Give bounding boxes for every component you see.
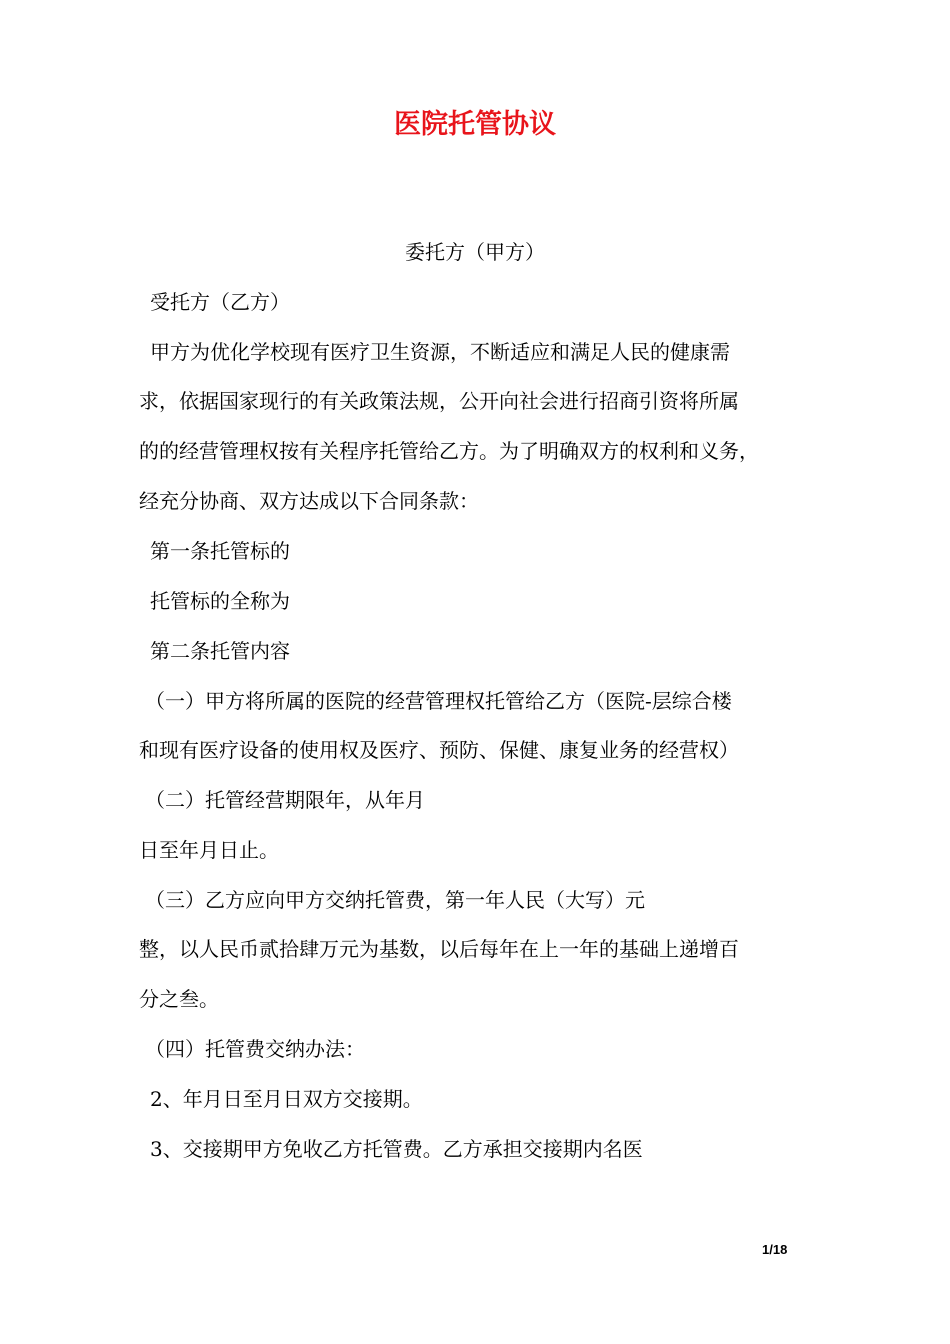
- body-paragraph-line: 甲方为优化学校现有医疗卫生资源，不断适应和满足人民的健康需: [150, 340, 730, 364]
- article-heading: 第二条托管内容: [150, 639, 290, 663]
- list-item: 3、交接期甲方免收乙方托管费。乙方承担交接期内名医: [150, 1137, 643, 1161]
- clause-line: 和现有医疗设备的使用权及医疗、预防、保健、康复业务的经营权）: [139, 738, 739, 762]
- clause-line: （四）托管费交纳办法：: [145, 1037, 365, 1061]
- clause-line: （三）乙方应向甲方交纳托管费，第一年人民（大写）元: [145, 888, 645, 912]
- article-heading: 第一条托管标的: [150, 539, 290, 563]
- clause-line: 分之叁。: [139, 987, 219, 1011]
- clause-line: （二）托管经营期限年，从年月: [145, 788, 425, 812]
- clause-line: 日至年月日止。: [139, 838, 279, 862]
- body-paragraph-line: 经充分协商、双方达成以下合同条款：: [139, 489, 479, 513]
- document-title: 医院托管协议: [394, 109, 556, 140]
- body-paragraph-line: 的的经营管理权按有关程序托管给乙方。为了明确双方的权利和义务，: [139, 439, 759, 463]
- body-paragraph-line: 求，依据国家现行的有关政策法规，公开向社会进行招商引资将所属: [139, 389, 739, 413]
- party-b-line: 受托方（乙方）: [150, 290, 290, 314]
- party-a-line: 委托方（甲方）: [405, 240, 545, 264]
- clause-line: （一）甲方将所属的医院的经营管理权托管给乙方（医院-层综合楼: [145, 689, 732, 713]
- page-number: 1/18: [762, 1242, 788, 1257]
- clause-line: 整，以人民币贰拾肆万元为基数，以后每年在上一年的基础上递增百: [139, 937, 739, 961]
- list-item: 2、年月日至月日双方交接期。: [150, 1087, 423, 1111]
- body-paragraph-line: 托管标的全称为: [150, 589, 290, 613]
